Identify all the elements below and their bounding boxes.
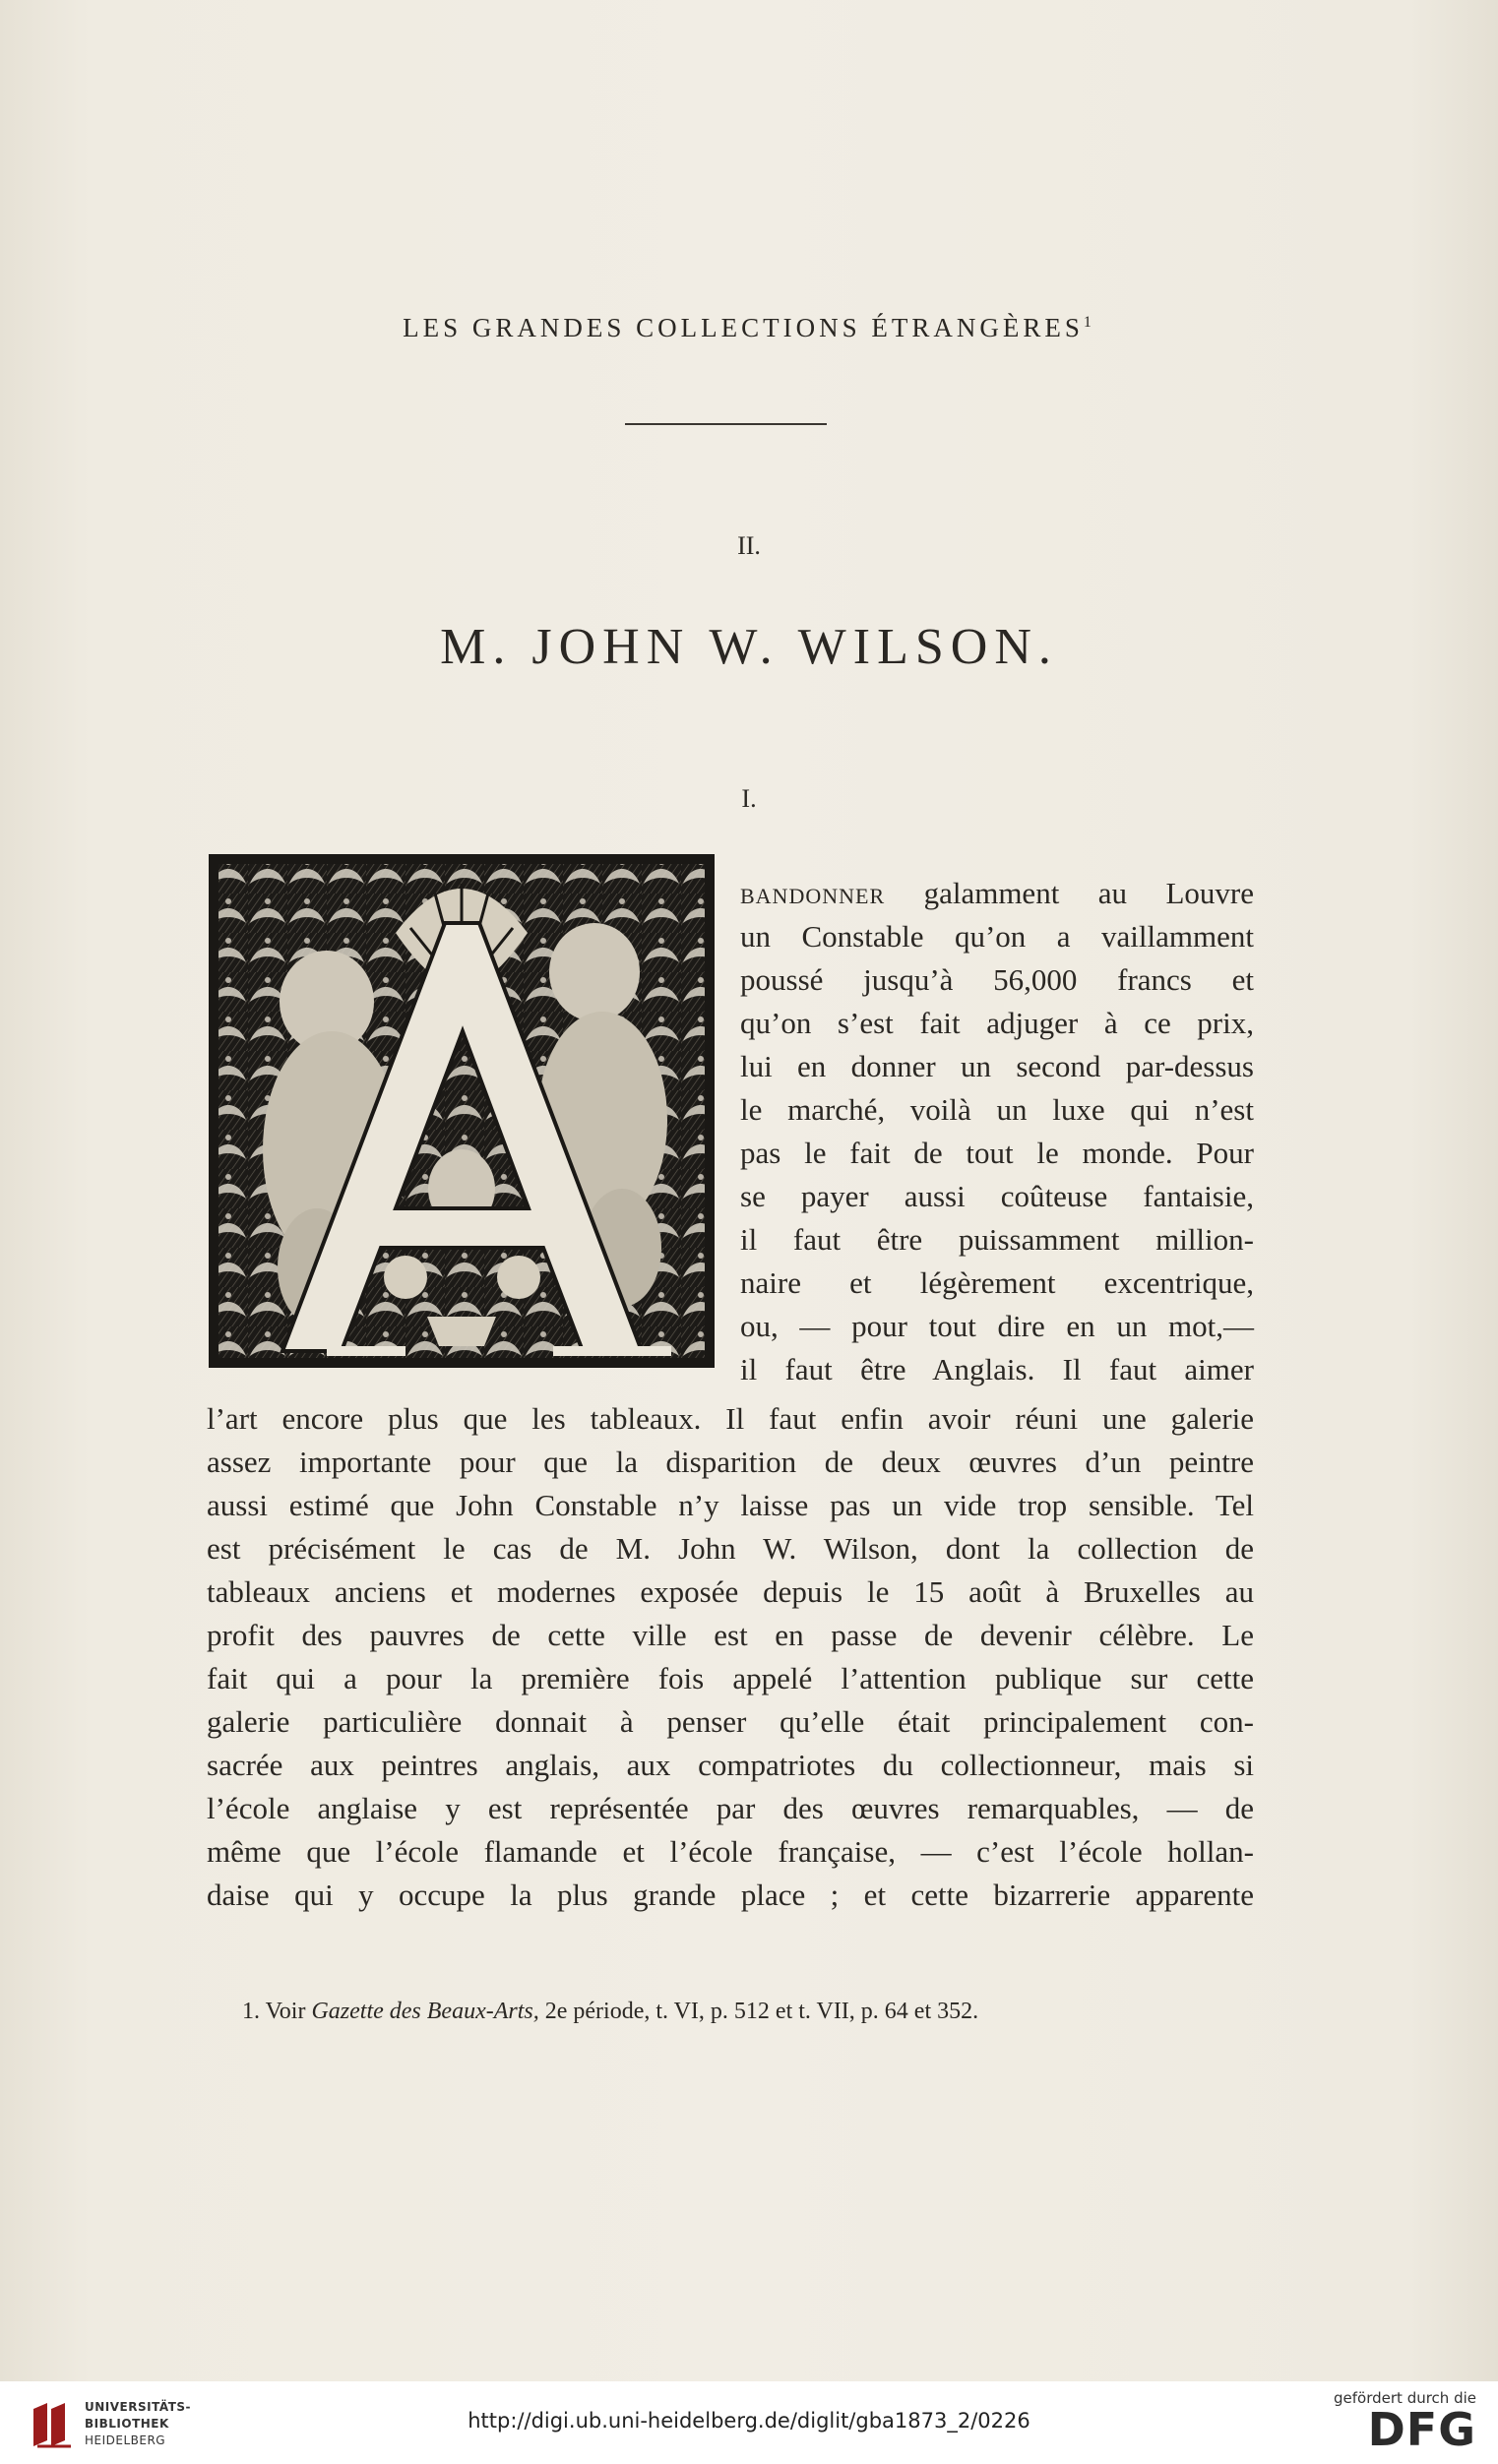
body-line-18: profit des pauvres de cette ville est en passe de devenir célèbre. Le: [207, 1618, 1254, 1652]
section-number: I.: [741, 784, 757, 813]
footnote-prefix: Voir: [260, 1999, 312, 2024]
permalink-url[interactable]: http://digi.ub.uni-heidelberg.de/diglit/gba1873_2/0226: [468, 2409, 1030, 2433]
lead-word: bandonner: [740, 876, 886, 910]
library-line-2: BIBLIOTHEK: [85, 2417, 169, 2431]
viewer-footer: [0, 2381, 1498, 2464]
body-line-3: poussé jusqu’à 56,000 francs et: [740, 962, 1254, 997]
body-line-24: daise qui y occupe la plus grande place ; et cette bizarrerie apparente: [207, 1878, 1254, 1912]
body-line-7: pas le fait de tout le monde. Pour: [740, 1136, 1254, 1170]
footnote-rest: 2e période, t. VI, p. 512 et t. VII, p. 64 et 352.: [538, 1999, 979, 2024]
body-line-11: ou, — pour tout dire en un mot,—: [740, 1309, 1254, 1343]
footnote-marker: 1: [1083, 314, 1095, 331]
footnote-number: 1.: [242, 1999, 260, 2024]
body-line-1: [740, 872, 1254, 915]
body-line-10: naire et légèrement excentrique,: [740, 1265, 1254, 1300]
body-line-17: tableaux anciens et modernes exposée depuis le 15 août à Bruxelles au: [207, 1574, 1254, 1609]
body-line-23: même que l’école flamande et l’école française, — c’est l’école hollan-: [207, 1834, 1254, 1869]
body-line-19: fait qui a pour la première fois appelé l’attention publique sur cette: [207, 1661, 1254, 1695]
body-line-15: aussi estimé que John Constable n’y laisse pas un vide trop sensible. Tel: [207, 1488, 1254, 1522]
body-line-9: il faut être puissamment million-: [740, 1222, 1254, 1257]
body-line-20: galerie particulière donnait à penser qu’elle était principalement con-: [207, 1704, 1254, 1739]
body-line-16: est précisément le cas de M. John W. Wilson, dont la collection de: [207, 1531, 1254, 1566]
ornamental-drop-cap: [209, 854, 715, 1368]
body-line-21: sacrée aux peintres anglais, aux compatriotes du collectionneur, mais si: [207, 1748, 1254, 1782]
library-line-1: UNIVERSITÄTS-: [85, 2400, 192, 2414]
part-number: II.: [737, 531, 761, 560]
collection-title: LES GRANDES COLLECTIONS ÉTRANGÈRES: [403, 313, 1084, 342]
body-line-2: un Constable qu’on a vaillamment: [740, 919, 1254, 954]
body-line-4: qu’on s’est fait adjuger à ce prix,: [740, 1006, 1254, 1040]
article-title: M. JOHN W. WILSON.: [440, 619, 1058, 675]
title-rule: [625, 423, 827, 425]
body-line-6: le marché, voilà un luxe qui n’est: [740, 1092, 1254, 1127]
body-line-12: il faut être Anglais. Il faut aimer: [740, 1352, 1254, 1386]
dfg-logo: DFG: [1367, 2403, 1476, 2456]
sponsor-text: gefördert durch die: [1334, 2389, 1476, 2407]
body-line-14: assez importante pour que la disparition de deux œuvres d’un peintre: [207, 1445, 1254, 1479]
footnote-journal: Gazette des Beaux-Arts,: [311, 1999, 539, 2024]
collection-heading: [0, 313, 1498, 343]
body-line-8: se payer aussi coûteuse fantaisie,: [740, 1179, 1254, 1213]
footnote: [242, 1992, 1268, 2031]
body-line-13: l’art encore plus que les tableaux. Il faut enfin avoir réuni une galerie: [207, 1401, 1254, 1436]
body-line-5: lui en donner un second par-dessus: [740, 1049, 1254, 1083]
body-line-22: l’école anglaise y est représentée par des œuvres remarquables, — de: [207, 1791, 1254, 1825]
drop-cap-illustration: [209, 854, 715, 1368]
sponsor-logo[interactable]: [1309, 2389, 1476, 2458]
line-text: galamment au Louvre: [885, 876, 1254, 910]
library-line-3: HEIDELBERG: [85, 2433, 166, 2447]
